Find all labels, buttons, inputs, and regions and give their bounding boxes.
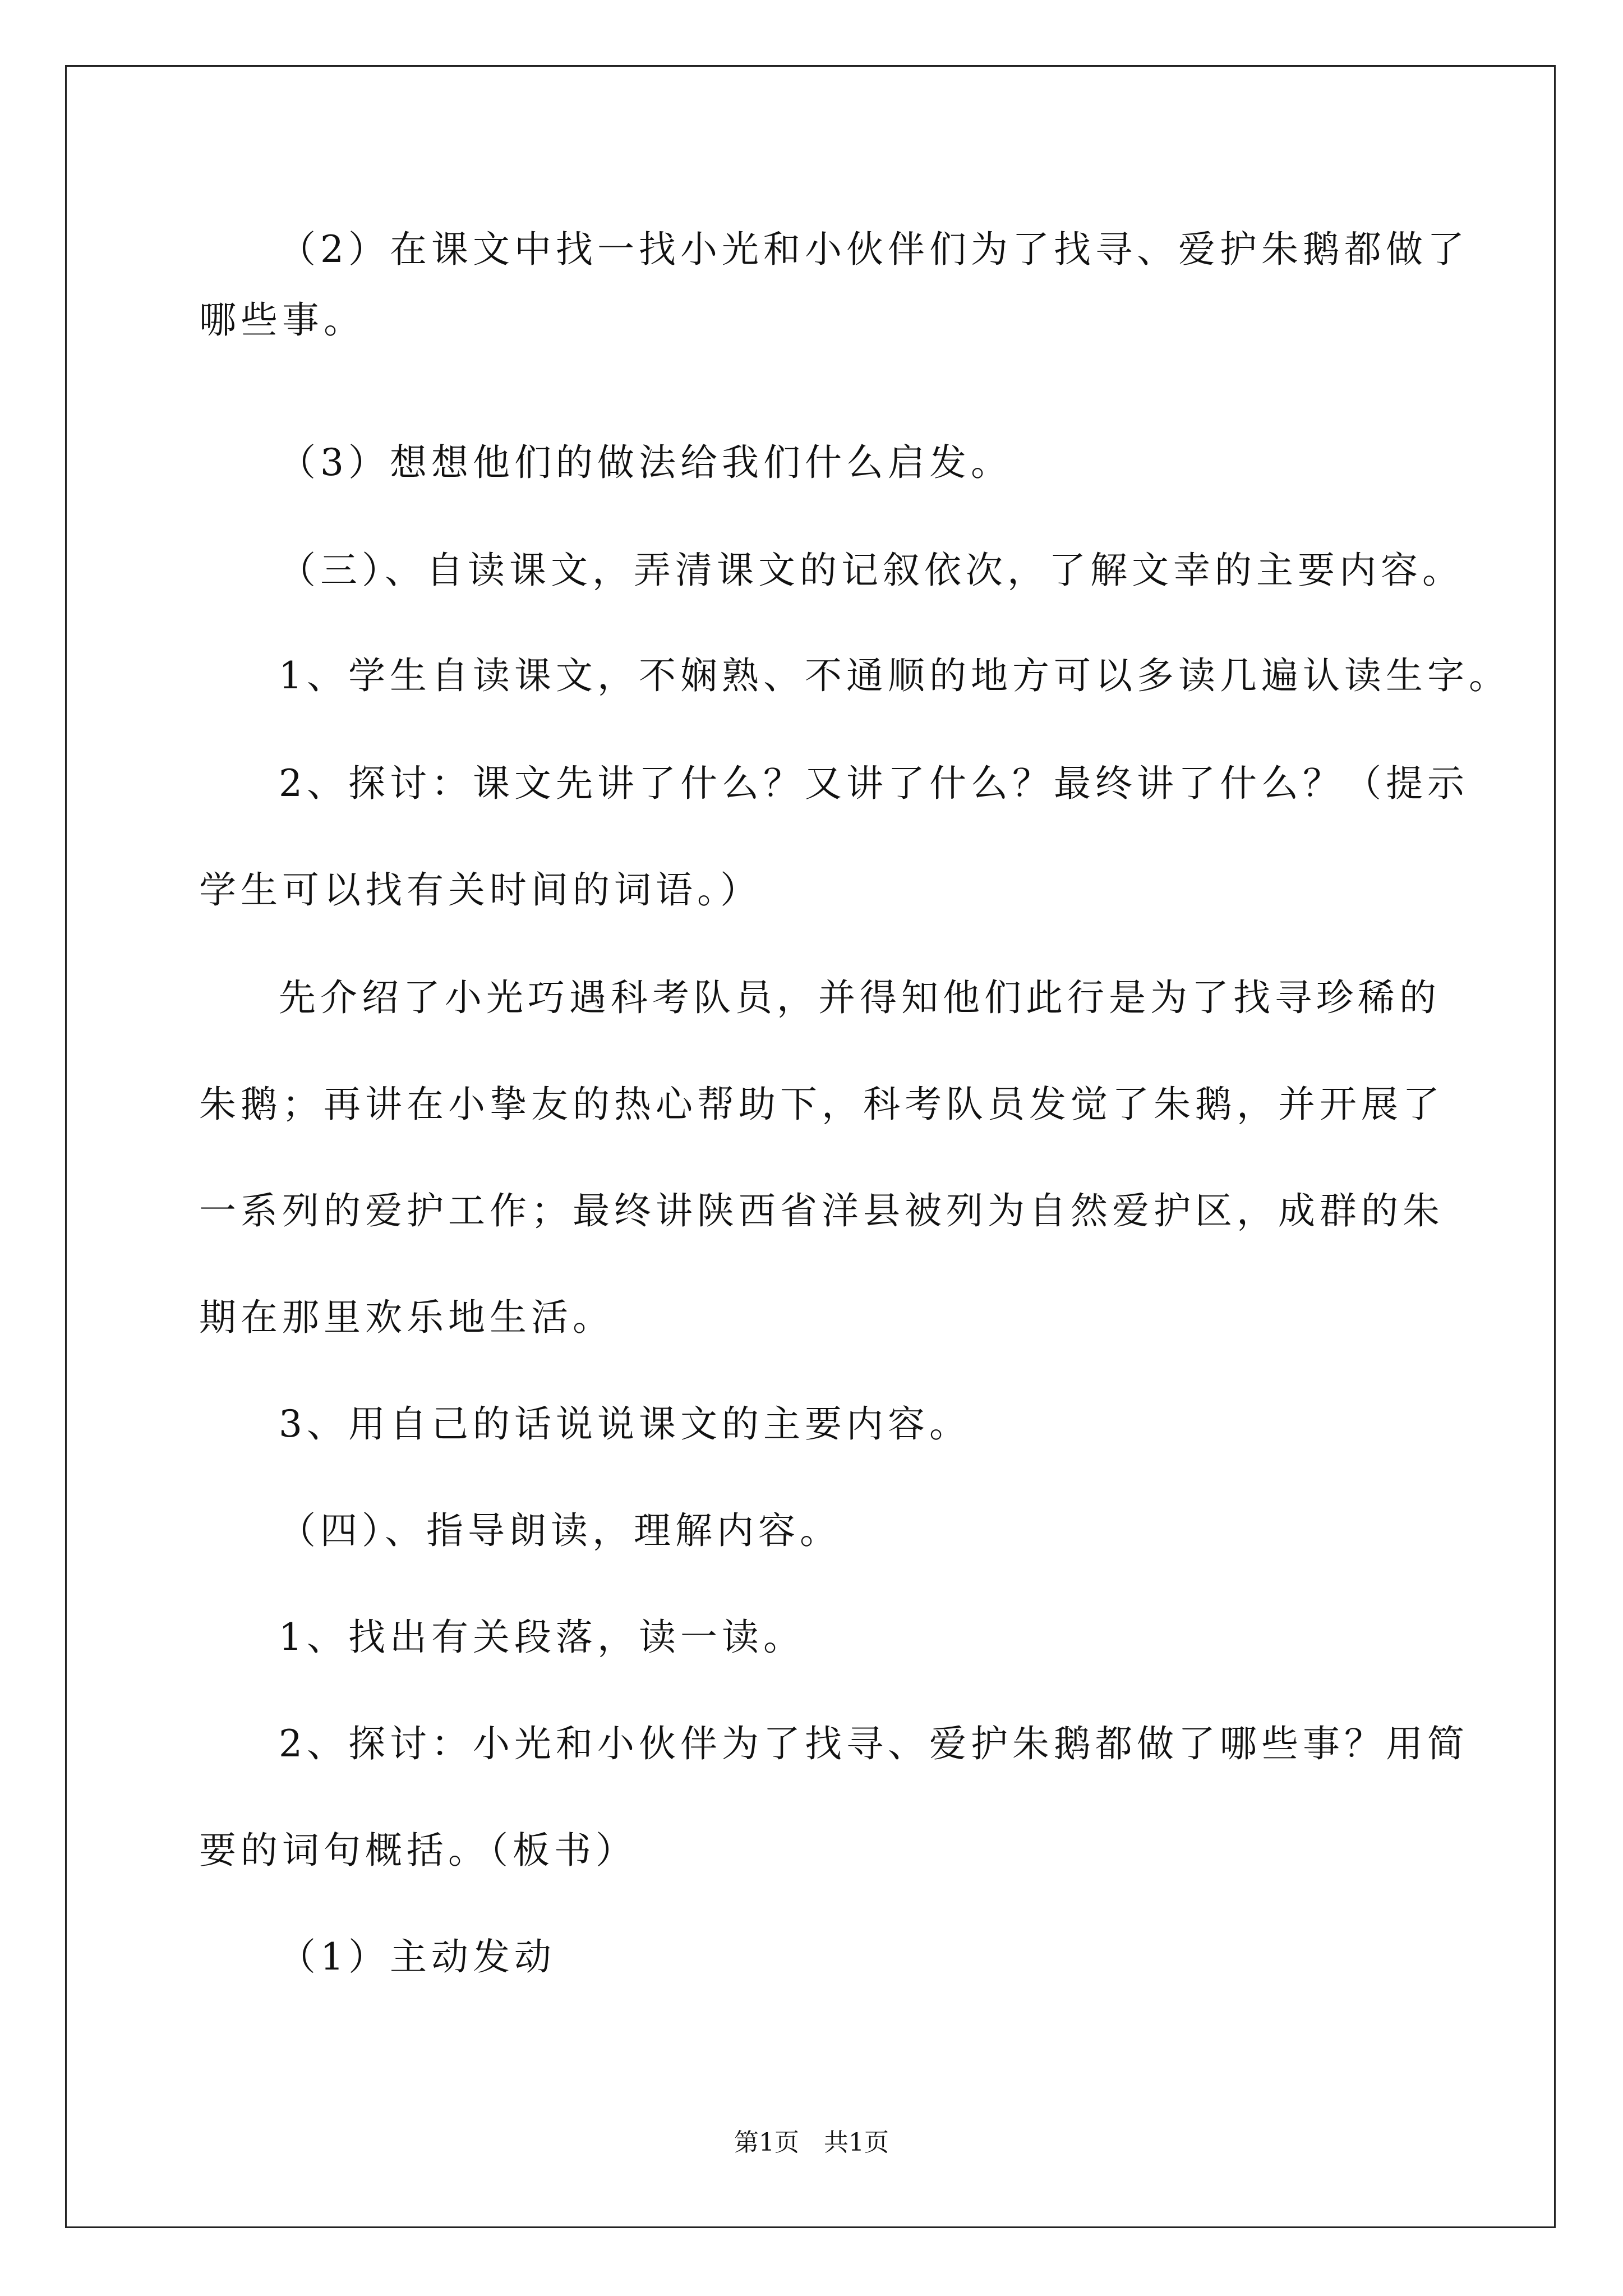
- text-line: 3、用自己的话说说课文的主要内容。: [279, 1402, 971, 1446]
- page-border: [65, 65, 1556, 2228]
- text-line: 1、学生自读课文，不娴熟、不通顺的地方可以多读几遍认读生字。: [279, 654, 1510, 697]
- text-line: （3）想想他们的做法给我们什么启发。: [279, 441, 1012, 484]
- section-heading: （四）、指导朗读，理解内容。: [279, 1509, 841, 1552]
- text-line: （1）主动发动: [279, 1935, 556, 1978]
- text-line: 朱鹅；再讲在小挚友的热心帮助下，科考队员发觉了朱鹅，并开展了: [199, 1083, 1444, 1126]
- text-line: 哪些事。: [199, 298, 365, 342]
- text-line: 2、探讨：小光和小伙伴为了找寻、爱护朱鹅都做了哪些事？用简: [279, 1722, 1469, 1765]
- text-line: （2）在课文中找一找小光和小伙伴们为了找寻、爱护朱鹅都做了: [279, 228, 1469, 271]
- page-footer: 第1页 共1页: [734, 2128, 889, 2157]
- section-heading: （三）、自读课文，弄清课文的记叙依次，了解文幸的主要内容。: [279, 549, 1464, 592]
- text-line: 2、探讨：课文先讲了什么？又讲了什么？最终讲了什么？（提示: [279, 762, 1469, 805]
- text-line: 期在那里欢乐地生活。: [199, 1296, 614, 1339]
- text-line: 一系列的爱护工作；最终讲陕西省洋县被列为自然爱护区，成群的朱: [199, 1189, 1444, 1232]
- text-line: 1、找出有关段落，读一读。: [279, 1616, 805, 1659]
- text-line: 要的词句概括。（板书）: [199, 1829, 637, 1872]
- text-line: 先介绍了小光巧遇科考队员，并得知他们此行是为了找寻珍稀的: [279, 976, 1441, 1019]
- text-line: 学生可以找有关时间的词语。）: [199, 868, 762, 912]
